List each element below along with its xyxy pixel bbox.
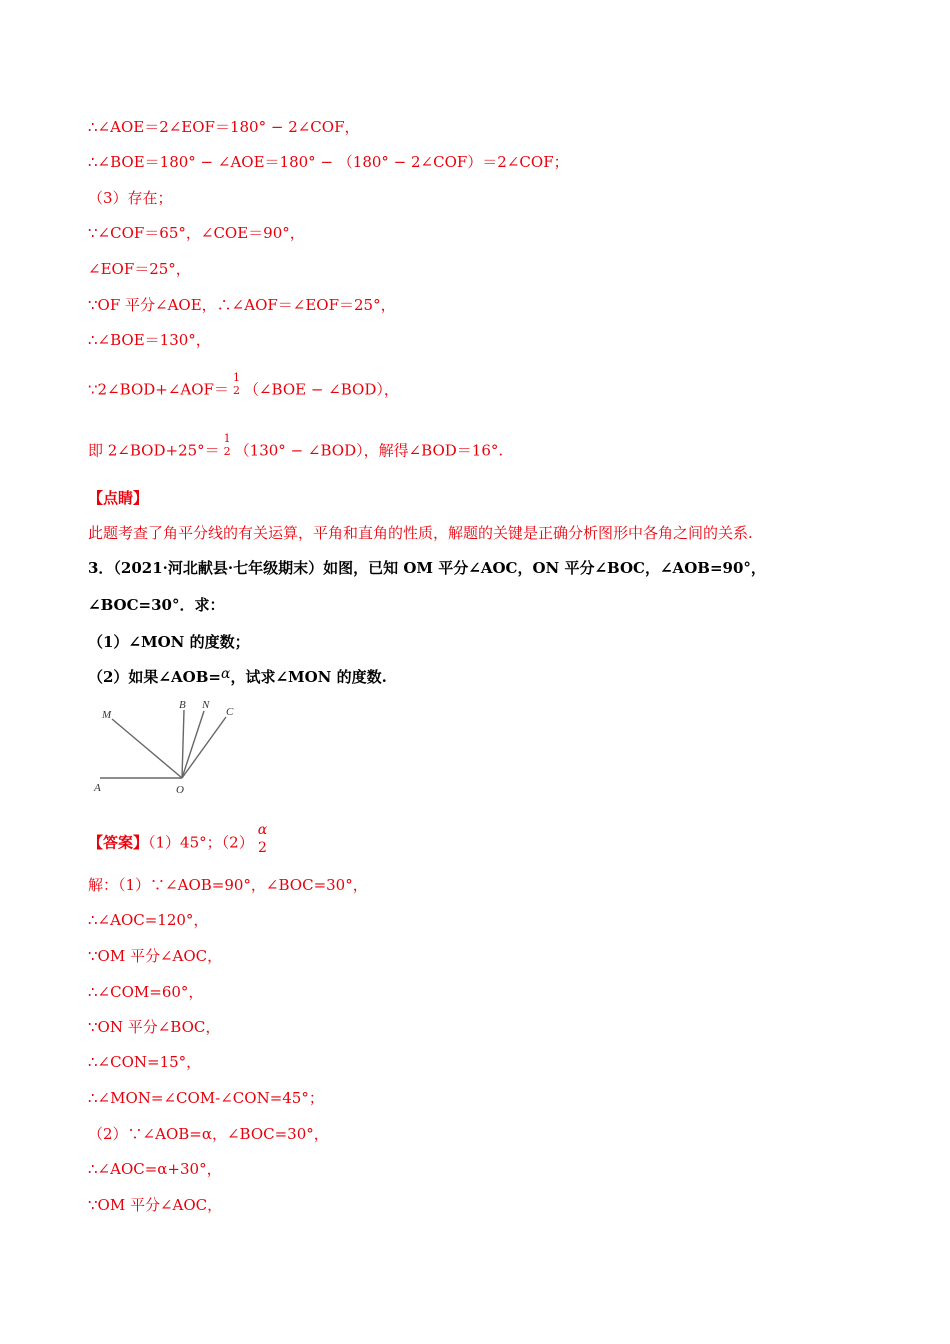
- equation-right: （130° − ∠BOD），解得∠BOD＝16°.: [234, 441, 504, 460]
- solution-line: ∴∠AOE＝2∠EOF＝180° − 2∠COF，: [88, 118, 360, 136]
- ray-om: [112, 719, 182, 778]
- problem-question-2: [88, 667, 387, 688]
- solution-line: ∴∠BOE＝130°，: [88, 331, 211, 349]
- fraction-denominator: 2: [232, 384, 240, 397]
- label-b: B: [179, 699, 186, 711]
- fraction-numerator: 1: [232, 371, 240, 384]
- solution-line: ∴∠AOC=120°，: [88, 911, 209, 929]
- label-n: N: [202, 699, 210, 711]
- comment-text: 此题考查了角平分线的有关运算，平角和直角的性质，解题的关键是正确分析图形中各角之间的关系.: [88, 524, 753, 542]
- answer-label: 【答案】: [88, 833, 149, 852]
- problem-statement: 3．（2021·河北献县·七年级期末）如图，已知 OM 平分∠AOC，ON 平分∠BOC，∠AOB=90°，: [88, 559, 766, 577]
- fraction-denominator: 2: [223, 445, 231, 458]
- ray-on: [182, 711, 204, 778]
- problem-statement: ∠BOC=30°．求：: [88, 596, 225, 614]
- alpha-symbol: α: [220, 666, 231, 682]
- label-a: A: [94, 782, 101, 794]
- solution-line: ∠EOF＝25°，: [88, 260, 191, 278]
- solution-line: （3）存在；: [88, 189, 173, 207]
- ray-oc: [182, 717, 226, 778]
- fraction-one-half: [233, 372, 240, 397]
- ray-ob: [182, 710, 184, 778]
- answer-line: [88, 822, 271, 861]
- solution-line: （2）∵∠AOB=α，∠BOC=30°，: [88, 1125, 329, 1143]
- comment-heading: 【点睛】: [88, 489, 149, 507]
- answer-text: （1）45°；（2）: [148, 833, 254, 852]
- solution-line: ∵ON 平分∠BOC，: [88, 1018, 221, 1036]
- label-m: M: [102, 709, 112, 721]
- fraction-numerator: 1: [223, 432, 231, 445]
- problem-question-1: （1）∠MON 的度数；: [88, 633, 250, 651]
- solution-line: ∵OF 平分∠AOE，∴∠AOF＝∠EOF＝25°，: [88, 296, 396, 314]
- solution-line: ∴∠CON=15°，: [88, 1053, 202, 1071]
- fraction-one-half: [224, 433, 231, 458]
- equation-left: 即 2∠BOD+25°＝: [88, 441, 220, 460]
- solution-line-with-fraction: [88, 432, 504, 464]
- solution-line: ∵OM 平分∠AOC，: [88, 1196, 223, 1214]
- angle-figure: [92, 695, 252, 795]
- solution-line-with-fraction: [88, 371, 399, 403]
- equation-left: ∵2∠BOD+∠AOF＝: [88, 380, 229, 399]
- solution-line: ∴∠MON=∠COM-∠CON=45°；: [88, 1089, 324, 1107]
- fraction-denominator: 2: [257, 840, 267, 856]
- fraction-numerator: α: [257, 822, 268, 838]
- label-o: O: [176, 784, 184, 795]
- solution-line: ∵OM 平分∠AOC，: [88, 947, 223, 965]
- solution-line: 解：（1）∵∠AOB=90°，∠BOC=30°，: [88, 876, 368, 894]
- solution-line: ∴∠AOC=α+30°，: [88, 1160, 222, 1178]
- question-right: ，试求∠MON 的度数.: [230, 668, 387, 686]
- label-c: C: [226, 706, 234, 718]
- fraction-alpha-over-two: [258, 822, 267, 857]
- solution-line: ∵∠COF＝65°，∠COE＝90°，: [88, 224, 305, 242]
- question-left: （2）如果∠AOB=: [88, 668, 221, 686]
- equation-right: （∠BOE − ∠BOD），: [243, 380, 399, 399]
- solution-line: ∴∠BOE＝180° − ∠AOE＝180° − （180° − 2∠COF）＝2∠COF；: [88, 153, 569, 171]
- solution-line: ∴∠COM=60°，: [88, 983, 204, 1001]
